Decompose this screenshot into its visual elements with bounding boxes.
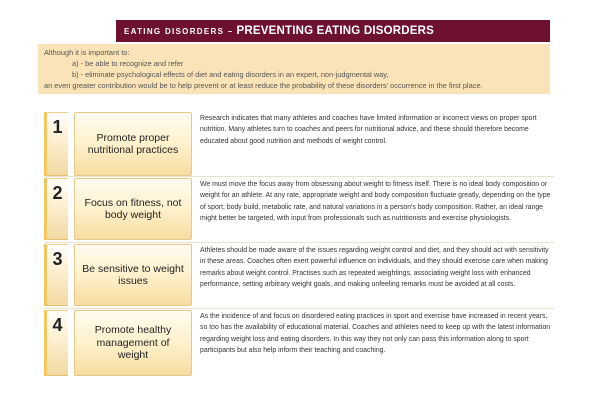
- row-number: 4: [44, 310, 68, 376]
- strategy-row-1: [44, 112, 554, 176]
- row-number: 2: [44, 178, 68, 240]
- row-description: We must move the focus away from obsessing about weight to fitness itself. There is no ideal body composition or weight for an athlete. At any rate, appropriate weight and body composition fluctuate greatly, depending on the type of sport, body build, metabolic rate, and natural variations in a person's body composition. Rather, an ideal range might better be targeted, with input from professionals such as nutritionists and exercise physiologists.: [200, 181, 551, 223]
- row-divider: [44, 176, 554, 177]
- row-description: Athletes should be made aware of the issues regarding weight control and diet, and they should act with sensitivity in these areas. Coaches often exert powerful influence on individuals, and they should exercise care when making remarks about weight control. Practises such as repeated weightings, associating weight loss with enhanced performance, setting arbitrary weight goals, and making unfeeling remarks must be avoided at all costs.: [200, 247, 549, 289]
- header-small-title: EATING DISORDERS –: [124, 26, 234, 36]
- row-number: 3: [44, 244, 68, 306]
- intro-line-1: Although it is important to:: [44, 48, 130, 57]
- row-description: Research indicates that many athletes and coaches have limited information or incorrect views on proper sport nutrition. Many athletes turn to coaches and peers for nutritional advice, and these should therefore become educated about good nutrition and methods of weight control.: [200, 115, 537, 145]
- intro-box: [38, 44, 550, 94]
- row-number: 1: [44, 112, 68, 176]
- intro-line-2: a) - be able to recognize and refer: [72, 59, 184, 68]
- row-title: Promote healthy management of weight: [74, 310, 192, 376]
- intro-line-4: an even greater contribution would be to help prevent or at least reduce the probability of these disorders' occurrence in the first place.: [44, 81, 483, 90]
- row-title: Focus on fitness, not body weight: [74, 178, 192, 240]
- row-divider: [44, 242, 554, 243]
- title-bar: [116, 20, 550, 42]
- row-description: As the incidence of and focus on disordered eating practices in sport and exercise have increased in recent years, so too has the availability of educational material. Coaches and athletes need to keep up with the latest information regarding weight loss and eating disorders. In this way they not only can pass this information along to sport participants but also help inform their teaching and coaching.: [200, 313, 551, 355]
- row-divider: [44, 308, 554, 309]
- strategy-row-2: [44, 178, 554, 240]
- row-title: Be sensitive to weight issues: [74, 244, 192, 306]
- strategy-row-3: [44, 244, 554, 306]
- strategy-row-4: [44, 310, 554, 376]
- row-title: Promote proper nutritional practices: [74, 112, 192, 176]
- intro-line-3: b) - eliminate psychological effects of diet and eating disorders in an expert, non-judgmental way,: [72, 70, 389, 79]
- header-main-title: PREVENTING EATING DISORDERS: [236, 25, 435, 37]
